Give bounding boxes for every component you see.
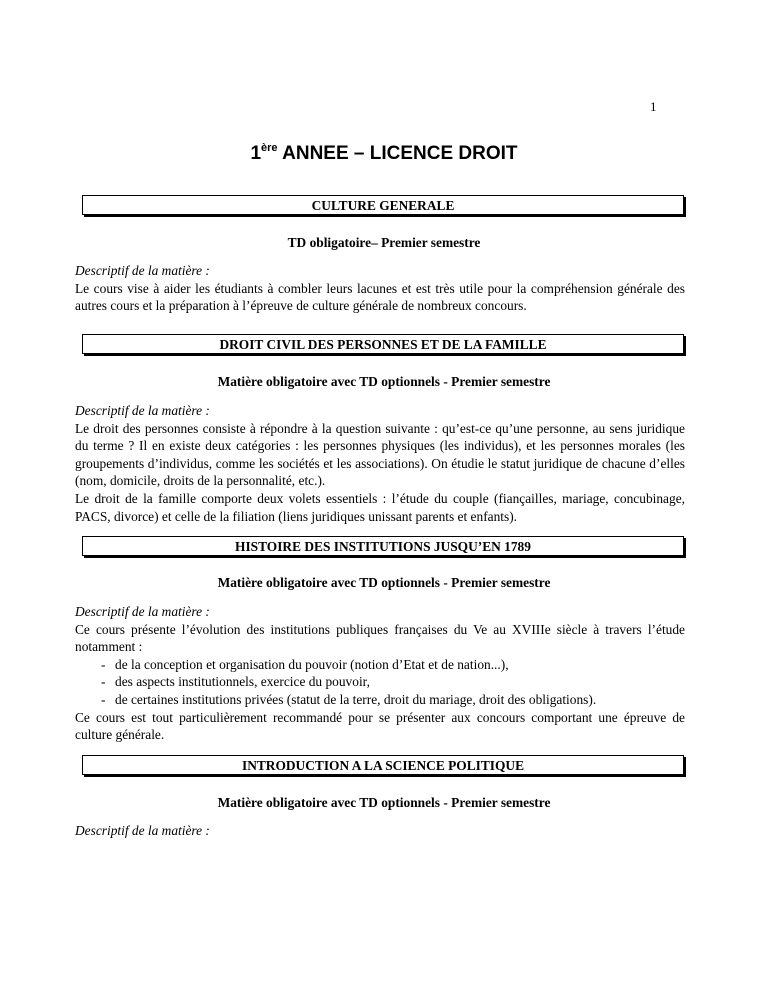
page-number: 1 [650,99,657,114]
description-label: Descriptif de la matière : [75,604,210,619]
section-heading-culture-generale: CULTURE GENERALE [82,195,684,215]
section-subheading: Matière obligatoire avec TD optionnels - Premier semestre [217,795,551,810]
description-paragraph: Le droit des personnes consiste à répondre à la question suivante : qu’est-ce qu’une personne, au sens juridique du terme ? Il en existe deux catégories : les personnes physiques (les individus), et les personnes morales (les groupements d’individus, comme les sociétés et les associations). On étudie le statut juridique de chacune d’elles (nom, domicile, droits de la personnalité, etc.). [75,420,685,489]
section-description [75,603,685,744]
description-label: Descriptif de la matière : [75,263,210,278]
section-heading-histoire-institutions: HISTOIRE DES INSTITUTIONS JUSQU’EN 1789 [82,536,684,556]
description-paragraph: Le droit de la famille comporte deux volets essentiels : l’étude du couple (fiançailles, mariage, concubinage, PACS, divorce) et celle de la filiation (liens juridiques unissant parents et enfants). [75,490,685,524]
title-text: ANNEE – LICENCE DROIT [282,143,518,164]
section-heading-droit-civil: DROIT CIVIL DES PERSONNES ET DE LA FAMILLE [82,334,684,354]
description-paragraph: Ce cours est tout particulièrement recommandé pour se présenter aux concours comportant une épreuve de culture générale. [75,709,685,743]
section-description [75,262,685,315]
section-subheading: TD obligatoire– Premier semestre [287,235,481,250]
bullet-item: - de certaines institutions privées (statut de la terre, droit du mariage, droit des obligations). [75,691,685,709]
description-paragraph: Le cours vise à aider les étudiants à combler leurs lacunes et est très utile pour la compréhension générale des autres cours et la préparation à l’épreuve de culture générale de nombreux concours. [75,280,685,314]
description-label: Descriptif de la matière : [75,403,210,418]
section-description [75,822,685,840]
document-title [0,140,768,163]
section-description [75,402,685,525]
title-number: 1 [250,143,262,164]
title-superscript: ère [261,142,278,154]
section-heading-science-politique: INTRODUCTION A LA SCIENCE POLITIQUE [82,755,684,775]
bullet-item: - de la conception et organisation du pouvoir (notion d’Etat et de nation...), [75,656,685,674]
section-subheading: Matière obligatoire avec TD optionnels - Premier semestre [217,374,551,389]
description-paragraph: Ce cours présente l’évolution des institutions publiques françaises du Ve au XVIIIe siècle à travers l’étude notamment : [75,621,685,655]
bullet-list [75,656,685,709]
section-subheading: Matière obligatoire avec TD optionnels - Premier semestre [217,575,551,590]
description-label: Descriptif de la matière : [75,823,210,838]
bullet-item: - des aspects institutionnels, exercice du pouvoir, [75,673,685,691]
